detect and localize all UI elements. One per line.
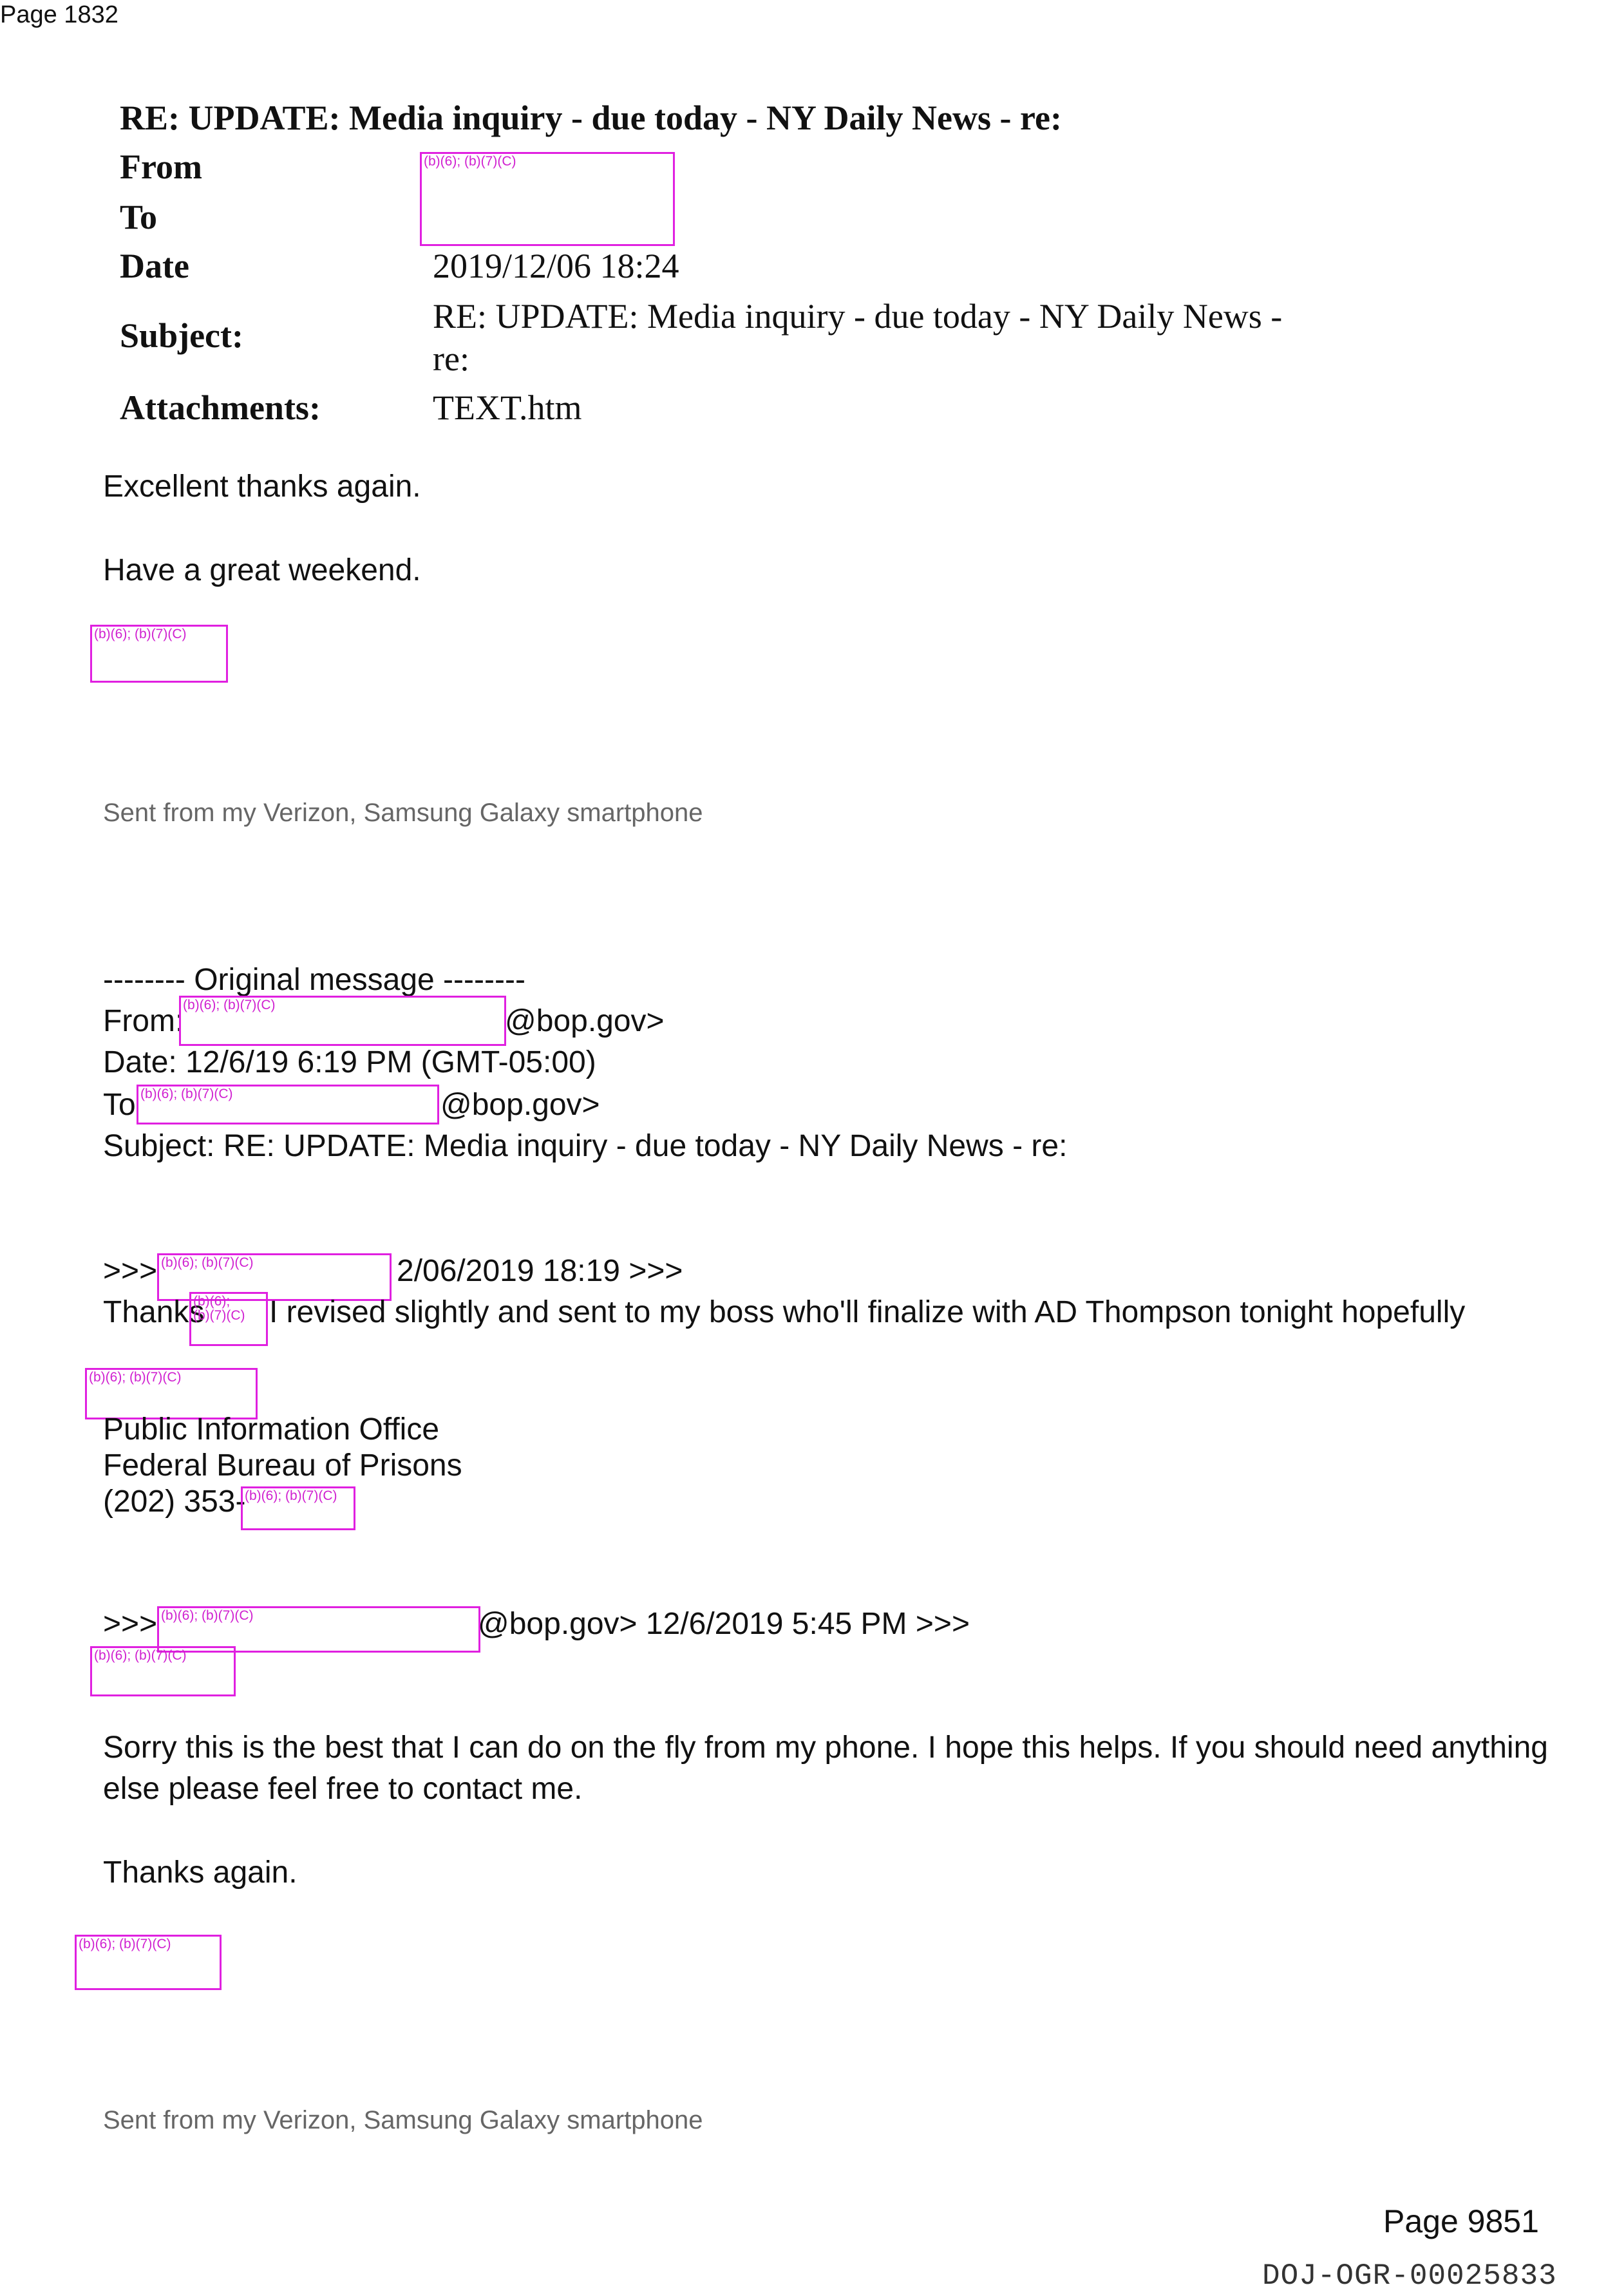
redaction-label-line2: (b)(7)(C) (193, 1308, 245, 1324)
original-date-line: Date: 12/6/19 6:19 PM (GMT-05:00) (103, 1045, 596, 1079)
original-subject-line: Subject: RE: UPDATE: Media inquiry - due today - NY Daily News - re: (103, 1129, 1068, 1163)
original-from-prefix: From: (103, 1004, 184, 1038)
redaction-box-original-from (179, 996, 506, 1046)
redaction-label: (b)(6); (b)(7)(C) (140, 1086, 233, 1101)
redaction-label: (b)(6); (b)(7)(C) (183, 998, 276, 1012)
quote1-message: I revised slightly and sent to my boss who'll finalize with AD Thompson tonight hopefully (269, 1295, 1466, 1329)
subject-value-line2: re: (433, 339, 469, 378)
attachments-value: TEXT.htm (433, 388, 582, 427)
original-to-suffix: @bop.gov> (440, 1088, 600, 1122)
original-separator: -------- Original message -------- (103, 963, 525, 997)
subject-label: Subject: (120, 316, 243, 355)
redaction-label-line1: (b)(6); (193, 1294, 231, 1309)
quote1-phone: (202) 353- (103, 1485, 246, 1519)
to-label: To (120, 198, 158, 236)
redaction-box-header (420, 152, 675, 246)
quote2-prefix: >>> (103, 1607, 158, 1641)
redaction-label: (b)(6); (b)(7)(C) (89, 1370, 182, 1385)
original-from-suffix: @bop.gov> (505, 1004, 665, 1038)
redaction-box-reply-signature (90, 625, 228, 683)
quote1-bureau: Federal Bureau of Prisons (103, 1448, 462, 1483)
redaction-label: (b)(6); (b)(7)(C) (94, 627, 187, 641)
redaction-label: (b)(6); (b)(7)(C) (161, 1608, 254, 1623)
quote1-suffix: 2/06/2019 18:19 >>> (397, 1254, 683, 1288)
page-header: Page 1832 (0, 1, 118, 28)
quote2-thanks: Thanks again. (103, 1855, 298, 1890)
redaction-label-split (193, 1295, 245, 1323)
redaction-label: (b)(6); (b)(7)(C) (424, 154, 516, 169)
subject-value-line1: RE: UPDATE: Media inquiry - due today - NY Daily News - (433, 297, 1283, 336)
redaction-box-quote1-phone (241, 1486, 355, 1530)
redaction-box-original-to (137, 1085, 439, 1124)
quote1-office: Public Information Office (103, 1412, 440, 1447)
bates-number: DOJ-OGR-00025833 (1262, 2259, 1557, 2293)
redaction-label: (b)(6); (b)(7)(C) (161, 1255, 254, 1270)
redaction-label: (b)(6); (b)(7)(C) (79, 1937, 171, 1951)
reply-line-1: Excellent thanks again. (103, 470, 421, 504)
quote2-message-line1: Sorry this is the best that I can do on the fly from my phone. I hope this helps. If you should need anything (103, 1731, 1548, 1765)
original-to-prefix: To (103, 1088, 136, 1122)
redaction-label: (b)(6); (b)(7)(C) (245, 1488, 337, 1503)
date-value: 2019/12/06 18:24 (433, 247, 679, 285)
reply-device-signature: Sent from my Verizon, Samsung Galaxy smartphone (103, 799, 703, 827)
reply-line-2: Have a great weekend. (103, 553, 421, 587)
email-title: RE: UPDATE: Media inquiry - due today - NY Daily News - re: (120, 99, 1062, 137)
page-footer: Page 9851 (1383, 2203, 1539, 2239)
redaction-box-quote1-name (189, 1292, 268, 1346)
from-label: From (120, 147, 202, 186)
date-label: Date (120, 247, 189, 285)
redaction-box-quote2-signature (75, 1935, 222, 1990)
redaction-label: (b)(6); (b)(7)(C) (94, 1648, 187, 1663)
quote1-prefix: >>> (103, 1254, 158, 1288)
quote2-device-signature: Sent from my Verizon, Samsung Galaxy smartphone (103, 2106, 703, 2134)
quote2-suffix: @bop.gov> 12/6/2019 5:45 PM >>> (478, 1607, 970, 1641)
quote1-thanks: Thanks (103, 1295, 205, 1329)
quote2-message-line2: else please feel free to contact me. (103, 1772, 583, 1806)
redaction-box-quote2-recipient (90, 1646, 236, 1696)
attachments-label: Attachments: (120, 388, 321, 427)
